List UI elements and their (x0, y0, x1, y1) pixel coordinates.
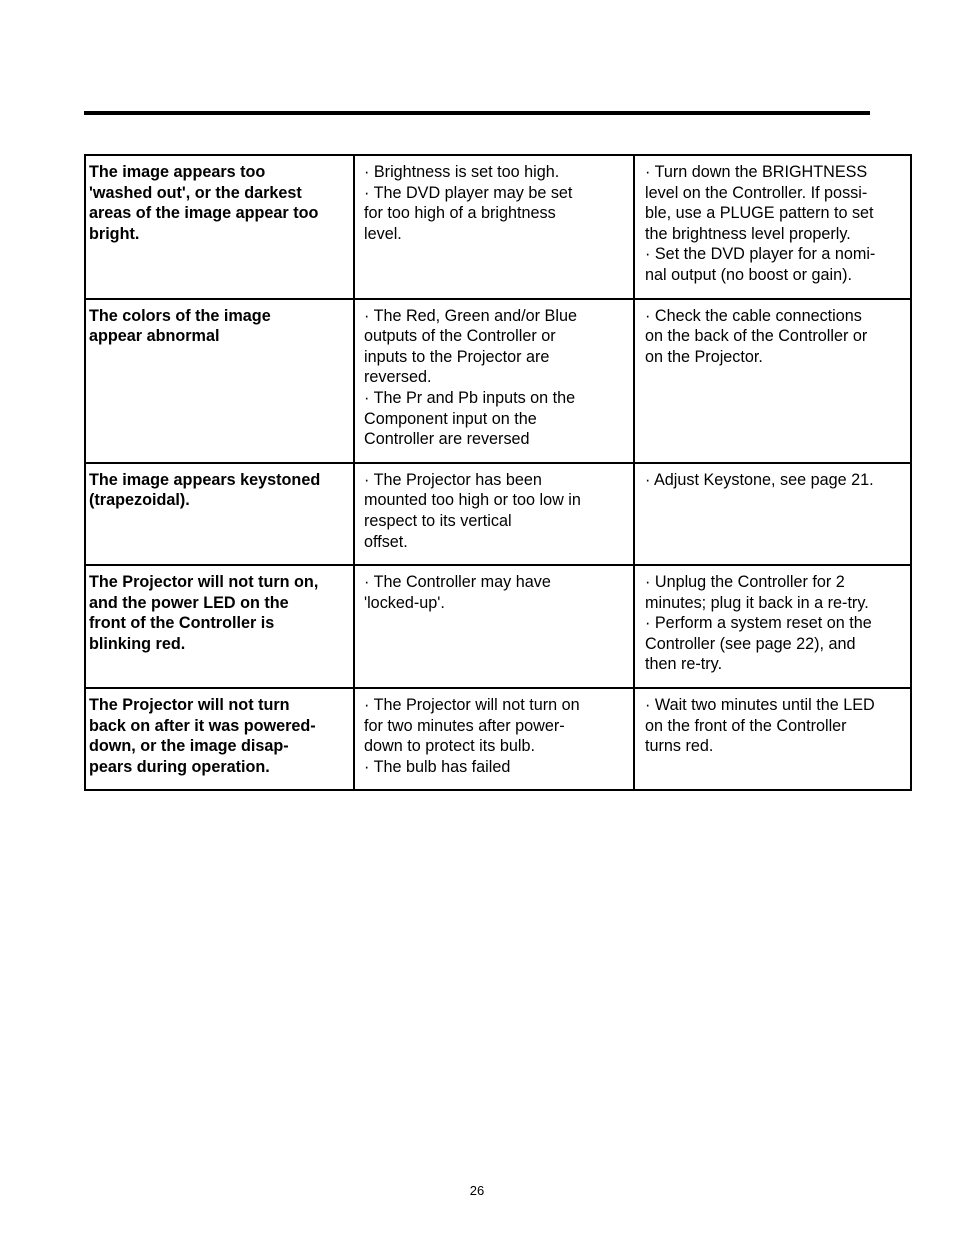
table-row (85, 155, 911, 299)
text-line: areas of the image appear too (89, 204, 319, 223)
text-line: · The Controller may have (364, 573, 551, 592)
text-line: · The Projector has been (364, 470, 542, 489)
text-line: Controller (see page 22), and (645, 634, 856, 653)
text-line: inputs to the Projector are (364, 347, 550, 366)
text-line: · The Projector will not turn on (364, 696, 580, 715)
page-number: 26 (469, 1183, 485, 1198)
text-line: · Check the cable connections (645, 306, 862, 325)
cause-cell (354, 299, 634, 463)
cause-cell (354, 155, 634, 299)
text-line: · The Pr and Pb inputs on the (364, 388, 576, 407)
text-line: and the power LED on the (89, 593, 289, 612)
solution-cell (634, 155, 911, 299)
text-line: · Set the DVD player for a nomi- (645, 245, 876, 264)
text-line: then re-try. (645, 655, 723, 674)
text-line: nal output (no boost or gain). (645, 265, 852, 284)
text-line: The colors of the image (89, 306, 271, 325)
text-line: blinking red. (89, 634, 186, 653)
cause-cell (354, 688, 634, 790)
text-line: ble, use a PLUGE pattern to set (645, 204, 874, 223)
text-line: · The DVD player may be set (364, 183, 573, 202)
text-line: · Perform a system reset on the (645, 614, 872, 633)
problem-cell (85, 155, 354, 299)
text-line: back on after it was powered- (89, 716, 316, 735)
problem-cell (85, 688, 354, 790)
text-line: bright. (89, 224, 140, 243)
solution-cell (634, 463, 911, 565)
cause-cell (354, 463, 634, 565)
cause-cell (354, 565, 634, 688)
text-line: minutes; plug it back in a re-try. (645, 593, 869, 612)
text-line: down to protect its bulb. (364, 737, 535, 756)
text-line: · Adjust Keystone, see page 21. (645, 470, 874, 489)
text-line: turns red. (645, 737, 714, 756)
table-row (85, 565, 911, 688)
text-line: The image appears too (89, 163, 266, 181)
text-line: offset. (364, 532, 408, 551)
problem-cell (85, 299, 354, 463)
text-line: respect to its vertical (364, 511, 512, 530)
text-line: on the Projector. (645, 347, 763, 366)
troubleshooting-table (84, 154, 912, 791)
text-line: front of the Controller is (89, 614, 275, 633)
text-line: · The bulb has failed (364, 757, 511, 776)
text-line: The Projector will not turn (89, 696, 290, 715)
text-line: Component input on the (364, 409, 537, 428)
text-line: on the back of the Controller or (645, 327, 868, 346)
problem-cell (85, 463, 354, 565)
text-line: · Turn down the BRIGHTNESS (645, 163, 868, 181)
text-line: · Unplug the Controller for 2 (645, 573, 845, 592)
text-line: for two minutes after power- (364, 716, 565, 735)
text-line: the brightness level properly. (645, 224, 851, 243)
text-line: · Brightness is set too high. (364, 163, 560, 181)
header-rule (84, 111, 870, 115)
text-line: pears during operation. (89, 757, 270, 776)
table-row (85, 463, 911, 565)
text-line: 'locked-up'. (364, 593, 445, 612)
solution-cell (634, 688, 911, 790)
text-line: reversed. (364, 368, 432, 387)
text-line: 'washed out', or the darkest (89, 183, 302, 202)
text-line: (trapezoidal). (89, 491, 190, 510)
problem-cell (85, 565, 354, 688)
text-line: appear abnormal (89, 327, 220, 346)
text-line: mounted too high or too low in (364, 491, 581, 510)
text-line: The Projector will not turn on, (89, 573, 319, 592)
text-line: down, or the image disap- (89, 737, 289, 756)
text-line: level on the Controller. If possi- (645, 183, 868, 202)
solution-cell (634, 299, 911, 463)
text-line: on the front of the Controller (645, 716, 847, 735)
text-line: Controller are reversed (364, 430, 530, 449)
text-line: The image appears keystoned (89, 470, 321, 489)
text-line: · Wait two minutes until the LED (645, 696, 875, 715)
table-row (85, 688, 911, 790)
table-row (85, 299, 911, 463)
text-line: for too high of a brightness (364, 204, 556, 223)
solution-cell (634, 565, 911, 688)
text-line: · The Red, Green and/or Blue (364, 306, 577, 325)
text-line: level. (364, 224, 402, 243)
text-line: outputs of the Controller or (364, 327, 556, 346)
